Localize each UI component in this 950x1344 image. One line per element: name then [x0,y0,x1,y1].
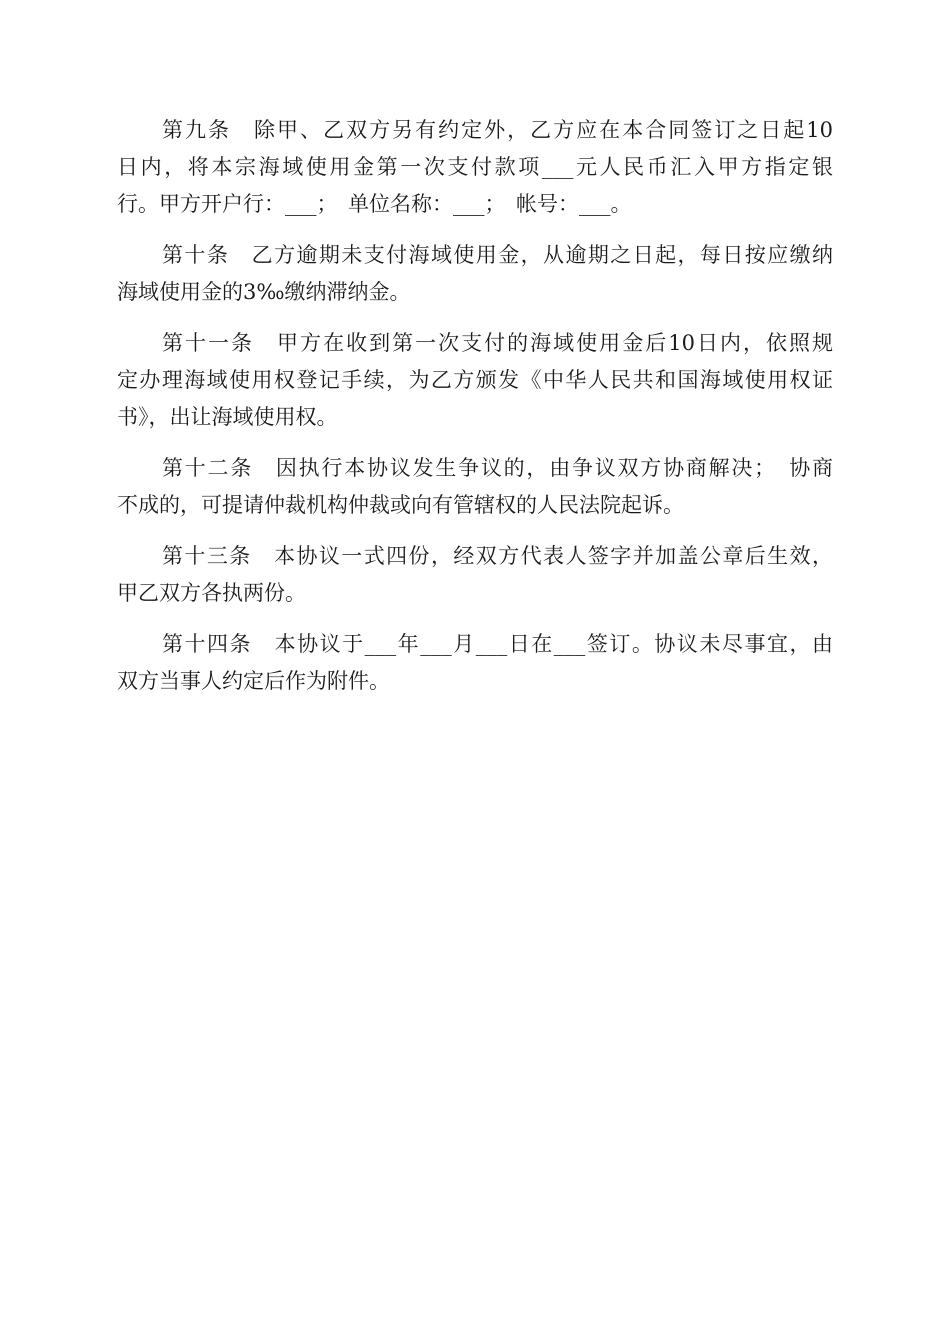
paragraph-line: 第九条 除甲、乙双方另有约定外，乙方应在本合同签订之日起10 [162,118,833,142]
article-14-paragraph [117,626,833,700]
paragraph-line: 行。甲方开户行：___； 单位名称：___； 帐号：___。 [117,192,632,216]
article-10-paragraph [117,237,833,311]
paragraph-line: 书》，出让海域使用权。 [117,405,338,429]
paragraph-line: 不成的，可提请仲裁机构仲裁或向有管辖权的人民法院起诉。 [117,493,684,517]
paragraph-line: 第十四条 本协议于___年___月___日在___签订。协议未尽事宜，由 [162,632,833,656]
article-11-paragraph [117,325,833,436]
paragraph-line: 定办理海域使用权登记手续，为乙方颁发《中华人民共和国海域使用权证 [117,368,833,392]
paragraph-line: 第十二条 因执行本协议发生争议的，由争议双方协商解决； 协商 [162,456,833,480]
paragraph-line: 日内，将本宗海域使用金第一次支付款项___元人民币汇入甲方指定银 [117,155,833,179]
paragraph-line: 海域使用金的3‰缴纳滞纳金。 [117,280,411,304]
document-body [117,112,833,714]
paragraph-line: 双方当事人约定后作为附件。 [117,669,390,693]
paragraph-line: 第十三条 本协议一式四份，经双方代表人签字并加盖公章后生效， [162,544,833,568]
paragraph-line: 甲乙双方各执两份。 [117,581,306,605]
paragraph-line: 第十一条 甲方在收到第一次支付的海域使用金后10日内，依照规 [162,331,833,355]
paragraph-line: 第十条 乙方逾期未支付海域使用金，从逾期之日起，每日按应缴纳 [162,243,833,267]
article-9-paragraph [117,112,833,223]
article-12-paragraph [117,450,833,524]
article-13-paragraph [117,538,833,612]
